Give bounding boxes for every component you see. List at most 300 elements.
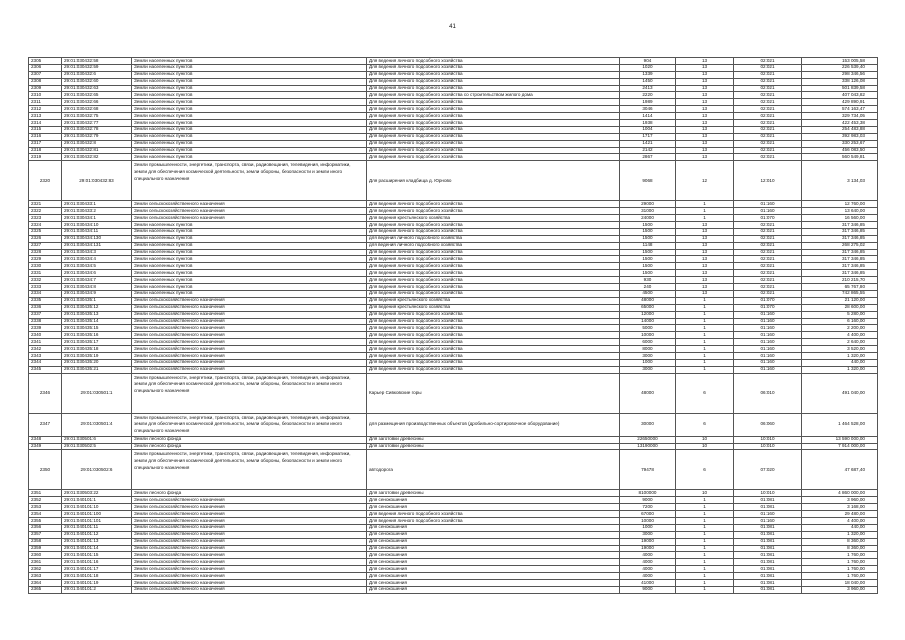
row-number-cell: 2313 bbox=[29, 113, 62, 120]
permitted-use-cell: Для сенокошения bbox=[367, 579, 620, 586]
land-category-cell: Земли сельскохозяйственного назначения bbox=[132, 311, 367, 318]
zone-number-cell: 13 bbox=[676, 71, 734, 78]
land-category-cell: Земли населенных пунктов bbox=[132, 126, 367, 133]
zone-number-cell: 1 bbox=[676, 325, 734, 332]
cadastral-cost-cell: 317 346,85 bbox=[802, 228, 878, 235]
zone-number-cell: 13 bbox=[676, 256, 734, 263]
cadastral-number-cell: 29:01:030435:1 bbox=[62, 297, 132, 304]
land-category-cell: Земли населенных пунктов bbox=[132, 120, 367, 127]
zone-number-cell: 13 bbox=[676, 284, 734, 291]
permitted-use-cell: Для сенокошения bbox=[367, 552, 620, 559]
permitted-use-cell: Для ведения личного подсобного хозяйства bbox=[367, 325, 620, 332]
use-code-cell: 07:020 bbox=[734, 450, 802, 490]
use-code-cell: 01:160 bbox=[734, 332, 802, 339]
cadastral-number-cell: 29:01:040101:1 bbox=[62, 497, 132, 504]
land-category-cell: Земли сельскохозяйственного назначения bbox=[132, 579, 367, 586]
table-row bbox=[29, 366, 878, 373]
land-area-cell: 10000 bbox=[620, 332, 676, 339]
permitted-use-cell: Для ведения крестьянского хозяйства bbox=[367, 297, 620, 304]
permitted-use-cell: Для сенокошения bbox=[367, 504, 620, 511]
permitted-use-cell: Для ведения личного подсобного хозяйства bbox=[367, 208, 620, 215]
cadastral-cost-cell: 298 346,56 bbox=[802, 71, 878, 78]
cadastral-cost-cell: 28 600,00 bbox=[802, 304, 878, 311]
land-category-cell: Земли сельскохозяйственного назначения bbox=[132, 552, 367, 559]
row-number-cell: 2330 bbox=[29, 263, 62, 270]
row-number-cell: 2333 bbox=[29, 284, 62, 291]
cadastral-number-cell: 29:01:030432:77 bbox=[62, 120, 132, 127]
use-code-cell: 02:021 bbox=[734, 249, 802, 256]
use-code-cell: 02:021 bbox=[734, 235, 802, 242]
cadastral-cost-cell: 29 480,00 bbox=[802, 511, 878, 518]
permitted-use-cell: Для сенокошения bbox=[367, 545, 620, 552]
row-number-cell: 2332 bbox=[29, 277, 62, 284]
land-category-cell: Земли лесного фонда bbox=[132, 436, 367, 443]
cadastral-number-cell: 29:01:040101:15 bbox=[62, 552, 132, 559]
land-area-cell: 8100000 bbox=[620, 490, 676, 497]
land-category-cell: Земли населенных пунктов bbox=[132, 277, 367, 284]
zone-number-cell: 13 bbox=[676, 78, 734, 85]
row-number-cell: 2345 bbox=[29, 366, 62, 373]
use-code-cell: 01:070 bbox=[734, 297, 802, 304]
cadastral-cost-cell: 21 120,00 bbox=[802, 297, 878, 304]
row-number-cell: 2365 bbox=[29, 586, 62, 593]
row-number-cell: 2322 bbox=[29, 208, 62, 215]
zone-number-cell: 13 bbox=[676, 85, 734, 92]
cadastral-number-cell: 29:01:030502:6 bbox=[62, 450, 132, 490]
row-number-cell: 2359 bbox=[29, 545, 62, 552]
zone-number-cell: 1 bbox=[676, 297, 734, 304]
land-category-cell: Земли лесного фонда bbox=[132, 443, 367, 450]
use-code-cell: 01:070 bbox=[734, 304, 802, 311]
use-code-cell: 02:021 bbox=[734, 284, 802, 291]
cadastral-cost-cell: 330 253,67 bbox=[802, 140, 878, 147]
zone-number-cell: 1 bbox=[676, 311, 734, 318]
land-category-cell: Земли населенных пунктов bbox=[132, 64, 367, 71]
land-area-cell: 4000 bbox=[620, 559, 676, 566]
land-category-cell: Земли населенных пунктов bbox=[132, 249, 367, 256]
land-category-cell: Земли промышленности, энергетики, транспорта, связи, радиовещания, телевидения, информатики, земли для обеспечения космической деятельности, земли обороны, безопасности и земли иного специального назначения bbox=[132, 450, 367, 490]
land-category-cell: Земли населенных пунктов bbox=[132, 256, 367, 263]
land-category-cell: Земли сельскохозяйственного назначения bbox=[132, 517, 367, 524]
land-category-cell: Земли сельскохозяйственного назначения bbox=[132, 325, 367, 332]
zone-number-cell: 1 bbox=[676, 552, 734, 559]
land-area-cell: 9068 bbox=[620, 161, 676, 201]
permitted-use-cell: Для ведения личного подсобного хозяйства bbox=[367, 154, 620, 161]
permitted-use-cell: Для ведения личного подсобного хозяйства bbox=[367, 201, 620, 208]
use-code-cell: 02:021 bbox=[734, 99, 802, 106]
land-area-cell: 4000 bbox=[620, 566, 676, 573]
zone-number-cell: 1 bbox=[676, 538, 734, 545]
cadastral-number-cell: 29:01:030435:19 bbox=[62, 352, 132, 359]
land-category-cell: Земли сельскохозяйственного назначения bbox=[132, 215, 367, 222]
table-row bbox=[29, 208, 878, 215]
cadastral-cost-cell: 13 590 000,00 bbox=[802, 436, 878, 443]
permitted-use-cell: Для ведения личного подсобного хозяйства bbox=[367, 78, 620, 85]
row-number-cell: 2362 bbox=[29, 566, 62, 573]
zone-number-cell: 1 bbox=[676, 352, 734, 359]
land-area-cell: 3000 bbox=[620, 352, 676, 359]
cadastral-cost-cell: 6 160,00 bbox=[802, 318, 878, 325]
land-area-cell: 3000 bbox=[620, 366, 676, 373]
row-number-cell: 2357 bbox=[29, 531, 62, 538]
permitted-use-cell: Для ведения личного подсобного хозяйства bbox=[367, 113, 620, 120]
cadastral-cost-cell: 429 890,91 bbox=[802, 99, 878, 106]
row-number-cell: 2309 bbox=[29, 85, 62, 92]
table-row bbox=[29, 270, 878, 277]
zone-number-cell: 13 bbox=[676, 147, 734, 154]
land-area-cell: 2867 bbox=[620, 154, 676, 161]
land-area-cell: 13190000 bbox=[620, 443, 676, 450]
zone-number-cell: 1 bbox=[676, 346, 734, 353]
land-area-cell: 1717 bbox=[620, 133, 676, 140]
permitted-use-cell: Для ведения личного подсобного хозяйства bbox=[367, 263, 620, 270]
land-category-cell: Земли сельскохозяйственного назначения bbox=[132, 545, 367, 552]
land-area-cell: 19000 bbox=[620, 545, 676, 552]
use-code-cell: 02:021 bbox=[734, 106, 802, 113]
permitted-use-cell: Карьер Сивковские горы bbox=[367, 373, 620, 413]
cadastral-number-cell: 29:01:030434:9 bbox=[62, 290, 132, 297]
permitted-use-cell: Для ведения личного подсобного хозяйства bbox=[367, 99, 620, 106]
land-area-cell: 14000 bbox=[620, 318, 676, 325]
use-code-cell: 01:081 bbox=[734, 579, 802, 586]
use-code-cell: 02:021 bbox=[734, 58, 802, 65]
table-row bbox=[29, 222, 878, 229]
cadastral-number-cell: 29:01:040101:11 bbox=[62, 524, 132, 531]
row-number-cell: 2352 bbox=[29, 497, 62, 504]
cadastral-number-cell: 29:01:030501:4 bbox=[62, 413, 132, 436]
zone-number-cell: 13 bbox=[676, 120, 734, 127]
use-code-cell: 02:021 bbox=[734, 64, 802, 71]
use-code-cell: 01:160 bbox=[734, 208, 802, 215]
land-category-cell: Земли населенных пунктов bbox=[132, 92, 367, 99]
cadastral-number-cell: 29:01:030502:5 bbox=[62, 443, 132, 450]
zone-number-cell: 13 bbox=[676, 154, 734, 161]
table-row bbox=[29, 99, 878, 106]
land-category-cell: Земли населенных пунктов bbox=[132, 270, 367, 277]
land-area-cell: 904 bbox=[620, 58, 676, 65]
table-row bbox=[29, 450, 878, 490]
permitted-use-cell: Для ведения личного подсобного хозяйства bbox=[367, 228, 620, 235]
use-code-cell: 10:010 bbox=[734, 490, 802, 497]
row-number-cell: 2342 bbox=[29, 346, 62, 353]
cadastral-cost-cell: 1 320,00 bbox=[802, 366, 878, 373]
land-area-cell: 12000 bbox=[620, 311, 676, 318]
zone-number-cell: 1 bbox=[676, 517, 734, 524]
land-area-cell: 10000 bbox=[620, 517, 676, 524]
table-row bbox=[29, 318, 878, 325]
row-number-cell: 2324 bbox=[29, 222, 62, 229]
cadastral-number-cell: 29:01:030435:20 bbox=[62, 359, 132, 366]
table-row bbox=[29, 58, 878, 65]
table-row bbox=[29, 311, 878, 318]
use-code-cell: 01:081 bbox=[734, 531, 802, 538]
row-number-cell: 2350 bbox=[29, 450, 62, 490]
cadastral-cost-cell: 3 960,00 bbox=[802, 497, 878, 504]
use-code-cell: 02:021 bbox=[734, 120, 802, 127]
row-number-cell: 2358 bbox=[29, 538, 62, 545]
cadastral-number-cell: 29:01:030433:1 bbox=[62, 201, 132, 208]
cadastral-number-cell: 29:01:030434:3 bbox=[62, 249, 132, 256]
zone-number-cell: 13 bbox=[676, 290, 734, 297]
use-code-cell: 02:021 bbox=[734, 290, 802, 297]
row-number-cell: 2343 bbox=[29, 352, 62, 359]
permitted-use-cell: Для ведения личного подсобного хозяйства bbox=[367, 517, 620, 524]
table-row bbox=[29, 92, 878, 99]
zone-number-cell: 13 bbox=[676, 263, 734, 270]
land-area-cell: 4500 bbox=[620, 290, 676, 297]
land-area-cell: 1500 bbox=[620, 228, 676, 235]
table-row bbox=[29, 85, 878, 92]
zone-number-cell: 1 bbox=[676, 586, 734, 593]
row-number-cell: 2361 bbox=[29, 559, 62, 566]
row-number-cell: 2323 bbox=[29, 215, 62, 222]
permitted-use-cell: Для сенокошения bbox=[367, 559, 620, 566]
permitted-use-cell: Для ведения личного подсобного хозяйства bbox=[367, 85, 620, 92]
row-number-cell: 2312 bbox=[29, 106, 62, 113]
row-number-cell: 2336 bbox=[29, 304, 62, 311]
table-row bbox=[29, 359, 878, 366]
land-category-cell: Земли сельскохозяйственного назначения bbox=[132, 208, 367, 215]
cadastral-cost-cell: 440,00 bbox=[802, 359, 878, 366]
land-area-cell: 240 bbox=[620, 284, 676, 291]
cadastral-number-cell: 29:01:040101:17 bbox=[62, 566, 132, 573]
land-area-cell: 1500 bbox=[620, 249, 676, 256]
table-row bbox=[29, 373, 878, 413]
cadastral-number-cell: 29:01:030432:75 bbox=[62, 113, 132, 120]
cadastral-cost-cell: 153 005,58 bbox=[802, 58, 878, 65]
table-row bbox=[29, 490, 878, 497]
zone-number-cell: 1 bbox=[676, 359, 734, 366]
cadastral-cost-cell: 4 400,00 bbox=[802, 517, 878, 524]
land-category-cell: Земли населенных пунктов bbox=[132, 263, 367, 270]
land-category-cell: Земли сельскохозяйственного назначения bbox=[132, 332, 367, 339]
table-row bbox=[29, 201, 878, 208]
cadastral-cost-cell: 3 168,00 bbox=[802, 504, 878, 511]
land-category-cell: Земли сельскохозяйственного назначения bbox=[132, 201, 367, 208]
use-code-cell: 06:060 bbox=[734, 413, 802, 436]
land-area-cell: 4000 bbox=[620, 573, 676, 580]
use-code-cell: 01:160 bbox=[734, 359, 802, 366]
row-number-cell: 2344 bbox=[29, 359, 62, 366]
row-number-cell: 2363 bbox=[29, 573, 62, 580]
zone-number-cell: 10 bbox=[676, 490, 734, 497]
cadastral-cost-cell: 226 539,40 bbox=[802, 64, 878, 71]
cadastral-number-cell: 29:01:030435:14 bbox=[62, 318, 132, 325]
cadastral-number-cell: 29:01:030432:78 bbox=[62, 126, 132, 133]
table-row bbox=[29, 235, 878, 242]
row-number-cell: 2329 bbox=[29, 256, 62, 263]
zone-number-cell: 13 bbox=[676, 270, 734, 277]
permitted-use-cell: Для ведения личного подсобного хозяйства bbox=[367, 249, 620, 256]
cadastral-cost-cell: 1 760,00 bbox=[802, 566, 878, 573]
use-code-cell: 10:010 bbox=[734, 436, 802, 443]
cadastral-cost-cell: 317 346,85 bbox=[802, 249, 878, 256]
land-category-cell: Земли сельскохозяйственного назначения bbox=[132, 359, 367, 366]
zone-number-cell: 6 bbox=[676, 413, 734, 436]
cadastral-number-cell: 29:01:030435:17 bbox=[62, 339, 132, 346]
table-row bbox=[29, 215, 878, 222]
permitted-use-cell: Для сенокошения bbox=[367, 497, 620, 504]
table-row bbox=[29, 566, 878, 573]
table-row bbox=[29, 552, 878, 559]
land-category-cell: Земли населенных пунктов bbox=[132, 154, 367, 161]
cadastral-cost-cell: 3 134,03 bbox=[802, 161, 878, 201]
use-code-cell: 12:010 bbox=[734, 161, 802, 201]
land-category-cell: Земли населенных пунктов bbox=[132, 140, 367, 147]
row-number-cell: 2308 bbox=[29, 78, 62, 85]
permitted-use-cell: Для ведения крестьянского хозяйства bbox=[367, 304, 620, 311]
land-category-cell: Земли сельскохозяйственного назначения bbox=[132, 504, 367, 511]
permitted-use-cell: Для ведения личного подсобного хозяйства bbox=[367, 311, 620, 318]
permitted-use-cell: Для ведения личного подсобного хозяйства bbox=[367, 106, 620, 113]
land-area-cell: 1500 bbox=[620, 263, 676, 270]
land-area-cell: 1000 bbox=[620, 359, 676, 366]
cadastral-cost-cell: 4 860 000,00 bbox=[802, 490, 878, 497]
row-number-cell: 2320 bbox=[29, 161, 62, 201]
use-code-cell: 01:081 bbox=[734, 538, 802, 545]
zone-number-cell: 10 bbox=[676, 436, 734, 443]
table-row bbox=[29, 304, 878, 311]
cadastral-number-cell: 29:01:030434:131 bbox=[62, 242, 132, 249]
land-category-cell: Земли населенных пунктов bbox=[132, 228, 367, 235]
cadastral-cost-cell: 18 040,00 bbox=[802, 579, 878, 586]
table-row bbox=[29, 559, 878, 566]
land-area-cell: 2413 bbox=[620, 85, 676, 92]
cadastral-cost-cell: 1 320,00 bbox=[802, 352, 878, 359]
cadastral-cost-cell: 422 453,38 bbox=[802, 120, 878, 127]
land-category-cell: Земли населенных пунктов bbox=[132, 290, 367, 297]
table-row bbox=[29, 71, 878, 78]
cadastral-cost-cell: 329 734,05 bbox=[802, 113, 878, 120]
cadastral-cost-cell: 491 040,00 bbox=[802, 373, 878, 413]
zone-number-cell: 1 bbox=[676, 332, 734, 339]
permitted-use-cell: Для ведения личного подсобного хозяйства bbox=[367, 290, 620, 297]
cadastral-cost-cell: 2 640,00 bbox=[802, 339, 878, 346]
land-area-cell: 9000 bbox=[620, 586, 676, 593]
cadastral-number-cell: 29:01:040101:13 bbox=[62, 538, 132, 545]
land-area-cell: 48000 bbox=[620, 297, 676, 304]
row-number-cell: 2353 bbox=[29, 504, 62, 511]
table-row bbox=[29, 64, 878, 71]
land-area-cell: 1500 bbox=[620, 256, 676, 263]
land-area-cell: 19000 bbox=[620, 538, 676, 545]
permitted-use-cell: Для ведения личного подсобного хозяйства bbox=[367, 284, 620, 291]
land-category-cell: Земли населенных пунктов bbox=[132, 71, 367, 78]
cadastral-cost-cell: 7 914 000,00 bbox=[802, 443, 878, 450]
table-row bbox=[29, 436, 878, 443]
cadastral-number-cell: 29:01:030434:130 bbox=[62, 235, 132, 242]
permitted-use-cell: Для заготовки древесины bbox=[367, 490, 620, 497]
use-code-cell: 10:010 bbox=[734, 443, 802, 450]
use-code-cell: 01:081 bbox=[734, 573, 802, 580]
land-area-cell: 1421 bbox=[620, 140, 676, 147]
zone-number-cell: 13 bbox=[676, 58, 734, 65]
row-number-cell: 2314 bbox=[29, 120, 62, 127]
table-row bbox=[29, 524, 878, 531]
permitted-use-cell: Для сенокошения bbox=[367, 531, 620, 538]
use-code-cell: 01:081 bbox=[734, 586, 802, 593]
use-code-cell: 02:021 bbox=[734, 78, 802, 85]
table-row bbox=[29, 228, 878, 235]
cadastral-cost-cell: 12 760,00 bbox=[802, 201, 878, 208]
zone-number-cell: 1 bbox=[676, 573, 734, 580]
zone-number-cell: 1 bbox=[676, 201, 734, 208]
cadastral-number-cell: 29:01:030432:65 bbox=[62, 92, 132, 99]
zone-number-cell: 13 bbox=[676, 133, 734, 140]
zone-number-cell: 13 bbox=[676, 222, 734, 229]
land-area-cell: 3000 bbox=[620, 531, 676, 538]
use-code-cell: 01:160 bbox=[734, 346, 802, 353]
land-category-cell: Земли сельскохозяйственного назначения bbox=[132, 559, 367, 566]
table-row bbox=[29, 497, 878, 504]
land-category-cell: Земли сельскохозяйственного назначения bbox=[132, 573, 367, 580]
cadastral-number-cell: 29:01:030503:22 bbox=[62, 490, 132, 497]
zone-number-cell: 1 bbox=[676, 318, 734, 325]
cadastral-number-cell: 29:01:030501:6 bbox=[62, 436, 132, 443]
table-row bbox=[29, 284, 878, 291]
table-row bbox=[29, 504, 878, 511]
zone-number-cell: 1 bbox=[676, 511, 734, 518]
use-code-cell: 02:021 bbox=[734, 133, 802, 140]
cadastral-cost-cell: 1 760,00 bbox=[802, 552, 878, 559]
row-number-cell: 2310 bbox=[29, 92, 62, 99]
use-code-cell: 02:021 bbox=[734, 242, 802, 249]
permitted-use-cell: для размещения производственных объектов (дробильно-сортировочное оборудование) bbox=[367, 413, 620, 436]
cadastral-number-cell: 29:01:040101:2 bbox=[62, 586, 132, 593]
use-code-cell: 02:021 bbox=[734, 140, 802, 147]
cadastral-number-cell: 29:01:040101:18 bbox=[62, 573, 132, 580]
permitted-use-cell: Для сенокошения bbox=[367, 524, 620, 531]
zone-number-cell: 13 bbox=[676, 140, 734, 147]
permitted-use-cell: Для ведения личного подсобного хозяйства bbox=[367, 346, 620, 353]
land-category-cell: Земли населенных пунктов bbox=[132, 85, 367, 92]
cadastral-cost-cell: 317 346,85 bbox=[802, 270, 878, 277]
use-code-cell: 01:160 bbox=[734, 201, 802, 208]
cadastral-number-cell: 29:01:030435:18 bbox=[62, 346, 132, 353]
cadastral-number-cell: 29:01:030435:16 bbox=[62, 332, 132, 339]
cadastral-cost-cell: 317 346,85 bbox=[802, 263, 878, 270]
land-area-cell: 1500 bbox=[620, 235, 676, 242]
use-code-cell: 01:160 bbox=[734, 311, 802, 318]
row-number-cell: 2321 bbox=[29, 201, 62, 208]
land-category-cell: Земли сельскохозяйственного назначения bbox=[132, 524, 367, 531]
permitted-use-cell: Для ведения личного подсобного хозяйства bbox=[367, 359, 620, 366]
cadastral-cost-cell: 4 400,00 bbox=[802, 332, 878, 339]
table-row bbox=[29, 531, 878, 538]
land-area-cell: 9000 bbox=[620, 497, 676, 504]
row-number-cell: 2318 bbox=[29, 147, 62, 154]
cadastral-cost-cell: 317 346,85 bbox=[802, 222, 878, 229]
land-area-cell: 1450 bbox=[620, 78, 676, 85]
use-code-cell: 01:081 bbox=[734, 552, 802, 559]
use-code-cell: 02:021 bbox=[734, 277, 802, 284]
table-row bbox=[29, 332, 878, 339]
row-number-cell: 2340 bbox=[29, 332, 62, 339]
cadastral-number-cell: 29:01:030434:6 bbox=[62, 270, 132, 277]
row-number-cell: 2356 bbox=[29, 524, 62, 531]
land-area-cell: 48000 bbox=[620, 373, 676, 413]
cadastral-number-cell: 29:01:030432:6 bbox=[62, 71, 132, 78]
row-number-cell: 2334 bbox=[29, 290, 62, 297]
row-number-cell: 2338 bbox=[29, 318, 62, 325]
permitted-use-cell: Для ведения личного подсобного хозяйства bbox=[367, 332, 620, 339]
row-number-cell: 2335 bbox=[29, 297, 62, 304]
zone-number-cell: 13 bbox=[676, 277, 734, 284]
land-category-cell: Земли населенных пунктов bbox=[132, 222, 367, 229]
zone-number-cell: 1 bbox=[676, 366, 734, 373]
permitted-use-cell: для ведения личного подсобного хозяйства bbox=[367, 242, 620, 249]
land-area-cell: 5000 bbox=[620, 325, 676, 332]
